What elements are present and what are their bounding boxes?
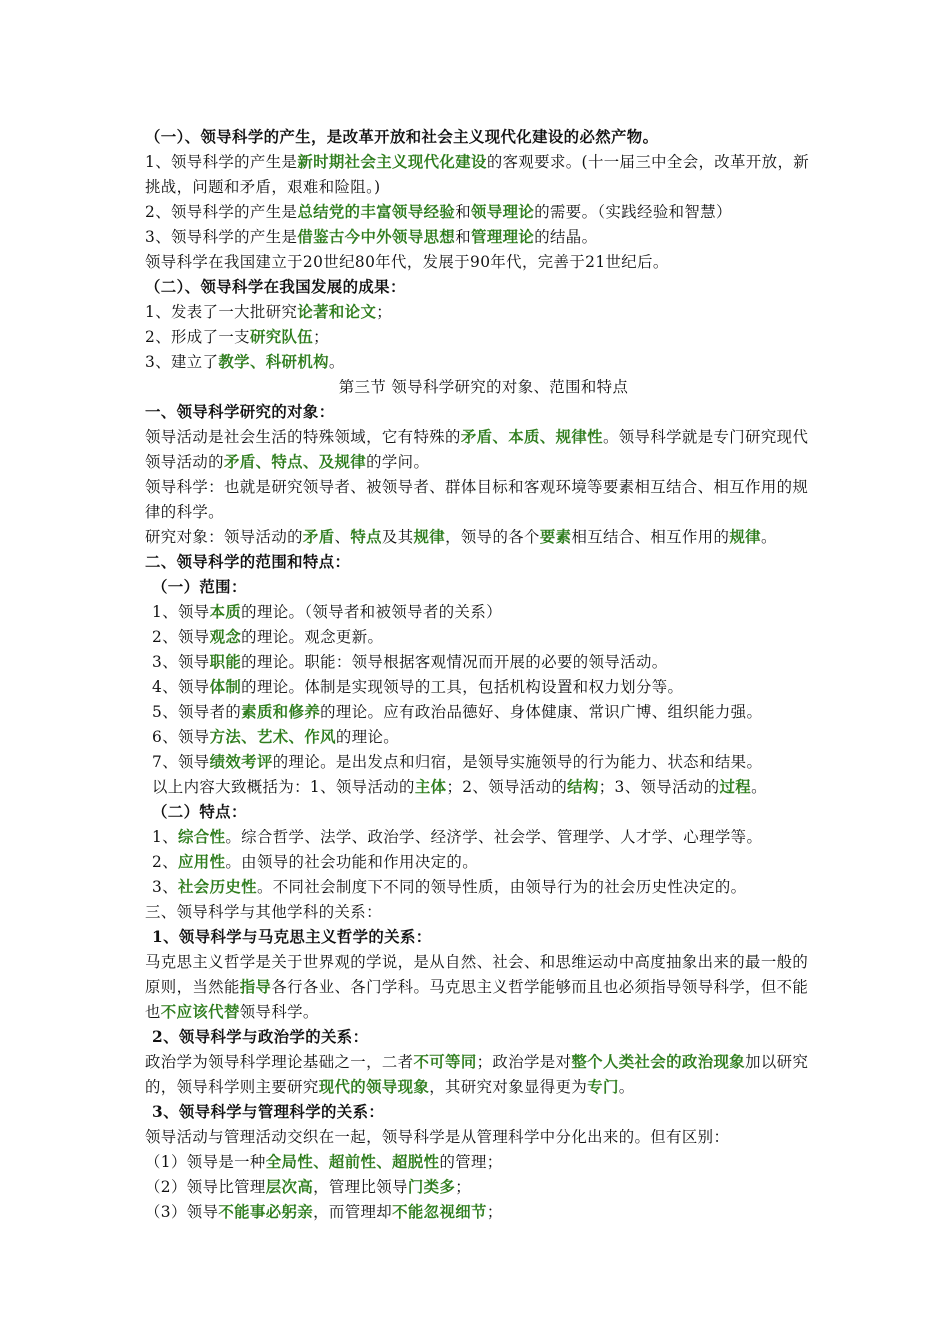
text-line	[145, 700, 822, 725]
body-text: 领导活动与管理活动交织在一起，领导科学是从管理科学中分化出来的。但有区别：	[145, 1128, 730, 1146]
body-text: ；2、领导活动的	[446, 778, 568, 796]
body-text: 3、领导科学的产生是	[145, 228, 298, 246]
heading-text: 二、领导科学的范围和特点：	[145, 553, 351, 571]
highlight-term: 矛盾	[302, 528, 335, 546]
body-text: 。不同社会制度下不同的领导性质，由领导行为的社会历史性决定的。	[256, 878, 747, 896]
body-text: 第三节 领导科学研究的对象、范围和特点	[338, 378, 629, 396]
body-text: 2、形成了一支	[145, 328, 250, 346]
text-line	[145, 125, 822, 150]
body-text: 7、领导	[152, 753, 210, 771]
body-text: 领导科学。	[239, 1003, 319, 1021]
body-text: ；	[376, 303, 393, 321]
text-line	[145, 675, 822, 700]
body-text: 6、领导	[152, 728, 210, 746]
body-text: 。领导科学就是专门研究现代领导活动的	[145, 428, 809, 471]
highlight-term: 主体	[414, 778, 447, 796]
body-text: ；	[455, 1178, 472, 1196]
highlight-term: 职能	[209, 653, 242, 671]
text-line	[145, 1125, 822, 1150]
highlight-term: 特点	[350, 528, 382, 546]
body-text: （3）领导	[145, 1203, 219, 1221]
body-text: 3、	[152, 878, 178, 896]
text-line	[145, 475, 822, 525]
highlight-term: 新时期社会主义现代化建设	[297, 153, 487, 171]
highlight-term: 观念	[209, 628, 242, 646]
text-line	[145, 250, 822, 275]
heading-text: （二）特点：	[152, 803, 247, 821]
text-line	[145, 1175, 822, 1200]
body-text: 。	[751, 778, 767, 796]
body-text: 的理论。观念更新。	[241, 628, 384, 646]
highlight-term: 不能忽视细节	[392, 1203, 487, 1221]
highlight-term: 专门	[587, 1078, 619, 1096]
highlight-term: 研究队伍	[249, 328, 314, 346]
body-text: 的理论。体制是实现领导的工具，包括机构设置和权力划分等。	[241, 678, 684, 696]
text-line	[145, 550, 822, 575]
body-text: 1、领导	[152, 603, 210, 621]
body-text: 领导科学：也就是研究领导者、被领导者、群体目标和客观环境等要素相互结合、相互作用的规律的科学。	[145, 478, 809, 521]
body-text: ；	[486, 1203, 503, 1221]
text-line	[145, 300, 822, 325]
body-text: 马克思主义哲学是关于世界观的学说，是从自然、社会、和思维运动中高度抽象出来的最一般的原则，当然能	[145, 953, 809, 996]
body-text: 的管理；	[439, 1153, 503, 1171]
body-text: 的学问。	[366, 453, 430, 471]
text-line	[145, 800, 822, 825]
highlight-term: 社会历史性	[177, 878, 257, 896]
body-text: 1、领导科学的产生是	[145, 153, 298, 171]
highlight-term: 领导理论	[471, 203, 535, 221]
highlight-term: 应用性	[177, 853, 226, 871]
text-line	[145, 825, 822, 850]
text-line	[145, 350, 822, 375]
text-line	[145, 1100, 822, 1125]
text-line	[145, 150, 822, 200]
highlight-term: 整个人类社会的政治现象	[571, 1053, 746, 1071]
text-line	[145, 900, 822, 925]
highlight-term: 本质	[209, 603, 242, 621]
text-line	[145, 950, 822, 1025]
text-line	[145, 625, 822, 650]
text-line	[145, 275, 822, 300]
highlight-term: 素质和修养	[241, 703, 321, 721]
text-line	[145, 1025, 822, 1050]
highlight-term: 教学、科研机构	[218, 353, 329, 371]
highlight-term: 指导	[239, 978, 272, 996]
body-text: 2、	[152, 853, 178, 871]
highlight-term: 不可等同	[413, 1053, 477, 1071]
heading-text: 3、领导科学与管理科学的关系：	[152, 1103, 385, 1121]
body-text: ，其研究对象显得更为	[429, 1078, 588, 1096]
body-text: 3、领导	[152, 653, 210, 671]
text-line	[145, 775, 822, 800]
highlight-term: 要素	[539, 528, 572, 546]
highlight-term: 总结党的丰富领导经验	[297, 203, 456, 221]
body-text: ，领导的各个	[445, 528, 540, 546]
text-line	[145, 1150, 822, 1175]
text-line	[145, 575, 822, 600]
body-text: 3、建立了	[145, 353, 219, 371]
body-text: 、	[334, 528, 351, 546]
body-text: 研究对象：领导活动的	[145, 528, 303, 546]
highlight-term: 全局性、超前性、超脱性	[265, 1153, 440, 1171]
body-text: 三、领导科学与其他学科的关系：	[145, 903, 382, 921]
text-line	[145, 425, 822, 475]
body-text: 加以研究的，领导科学则主要研究	[145, 1053, 809, 1096]
body-text: 的需要。（实践经验和智慧）	[534, 203, 732, 221]
highlight-term: 不应该代替	[160, 1003, 240, 1021]
heading-text: 一、领导科学研究的对象：	[145, 403, 335, 421]
highlight-term: 绩效考评	[209, 753, 273, 771]
body-text: 。	[618, 1078, 635, 1096]
highlight-term: 矛盾、本质、规律性	[460, 428, 603, 446]
body-text: ；政治学是对	[476, 1053, 572, 1071]
body-text: 4、领导	[152, 678, 210, 696]
body-text: ，管理比领导	[313, 1178, 408, 1196]
highlight-term: 论著和论文	[297, 303, 377, 321]
heading-text: （二）、领导科学在我国发展的成果：	[145, 278, 406, 296]
text-line	[145, 325, 822, 350]
highlight-term: 管理理论	[471, 228, 535, 246]
text-line	[145, 525, 822, 550]
body-text: 相互结合、相互作用的	[571, 528, 730, 546]
text-line	[145, 225, 822, 250]
body-text: 和	[455, 203, 472, 221]
text-line	[145, 1200, 822, 1225]
body-text: 的理论。职能：领导根据客观情况而开展的必要的领导活动。	[241, 653, 668, 671]
text-line	[145, 875, 822, 900]
highlight-term: 不能事必躬亲	[218, 1203, 314, 1221]
body-text: ，而管理却	[313, 1203, 393, 1221]
text-line	[145, 600, 822, 625]
body-text: 及其	[381, 528, 414, 546]
body-text: 的理论。（领导者和被领导者的关系）	[241, 603, 502, 621]
highlight-term: 借鉴古今中外领导思想	[297, 228, 456, 246]
heading-text: 2、领导科学与政治学的关系：	[152, 1028, 369, 1046]
body-text: ；	[313, 328, 329, 346]
highlight-term: 规律	[413, 528, 446, 546]
highlight-term: 规律	[729, 528, 761, 546]
text-line	[145, 850, 822, 875]
body-text: 的理论。	[335, 728, 400, 746]
heading-text: （一）、领导科学的产生，是改革开放和社会主义现代化建设的必然产物。	[145, 128, 659, 146]
text-line	[145, 650, 822, 675]
text-line	[145, 400, 822, 425]
body-text: （2）领导比管理	[145, 1178, 266, 1196]
text-line	[145, 750, 822, 775]
body-text: 各行各业、各门学科。马克思主义哲学能够而且也必须指导领导科学，但不能也	[145, 978, 809, 1021]
body-text: 的结晶。	[534, 228, 598, 246]
text-line	[145, 925, 822, 950]
body-text: 5、领导者的	[152, 703, 242, 721]
highlight-term: 矛盾、特点、及规律	[223, 453, 367, 471]
body-text: 1、发表了一大批研究	[145, 303, 298, 321]
highlight-term: 层次高	[265, 1178, 314, 1196]
body-text: 和	[455, 228, 472, 246]
heading-text: （一）范围：	[152, 578, 247, 596]
body-text: 2、领导科学的产生是	[145, 203, 298, 221]
body-text: 。	[760, 528, 777, 546]
text-line	[145, 375, 822, 400]
body-text: 以上内容大致概括为：1、领导活动的	[152, 778, 415, 796]
highlight-term: 过程	[719, 778, 752, 796]
highlight-term: 结构	[567, 778, 599, 796]
body-text: 的客观要求。(十一届三中全会，改革开放，新挑战，问题和矛盾，艰难和险阻。)	[145, 153, 810, 196]
text-line	[145, 725, 822, 750]
body-text: 政治学为领导科学理论基础之一，二者	[145, 1053, 414, 1071]
body-text: 。	[328, 353, 345, 371]
body-text: 领导活动是社会生活的特殊领域，它有特殊的	[145, 428, 461, 446]
highlight-term: 门类多	[407, 1178, 456, 1196]
highlight-term: 体制	[209, 678, 242, 696]
body-text: 2、领导	[152, 628, 210, 646]
highlight-term: 方法、艺术、作风	[209, 728, 336, 746]
body-text: 领导科学在我国建立于20世纪80年代，发展于90年代，完善于21世纪后。	[145, 253, 669, 271]
heading-text: 1、领导科学与马克思主义哲学的关系：	[152, 928, 432, 946]
highlight-term: 现代的领导现象	[318, 1078, 430, 1096]
highlight-term: 综合性	[177, 828, 226, 846]
body-text: 。综合哲学、法学、政治学、经济学、社会学、管理学、人才学、心理学等。	[225, 828, 763, 846]
body-text: 1、	[152, 828, 178, 846]
body-text: ；3、领导活动的	[598, 778, 720, 796]
text-line	[145, 200, 822, 225]
body-text: 的理论。是出发点和归宿，是领导实施领导的行为能力、状态和结果。	[272, 753, 763, 771]
body-text: 。由领导的社会功能和作用决定的。	[225, 853, 479, 871]
body-text: 的理论。应有政治品德好、身体健康、常识广博、组织能力强。	[320, 703, 763, 721]
text-line	[145, 1050, 822, 1100]
body-text: （1）领导是一种	[145, 1153, 266, 1171]
